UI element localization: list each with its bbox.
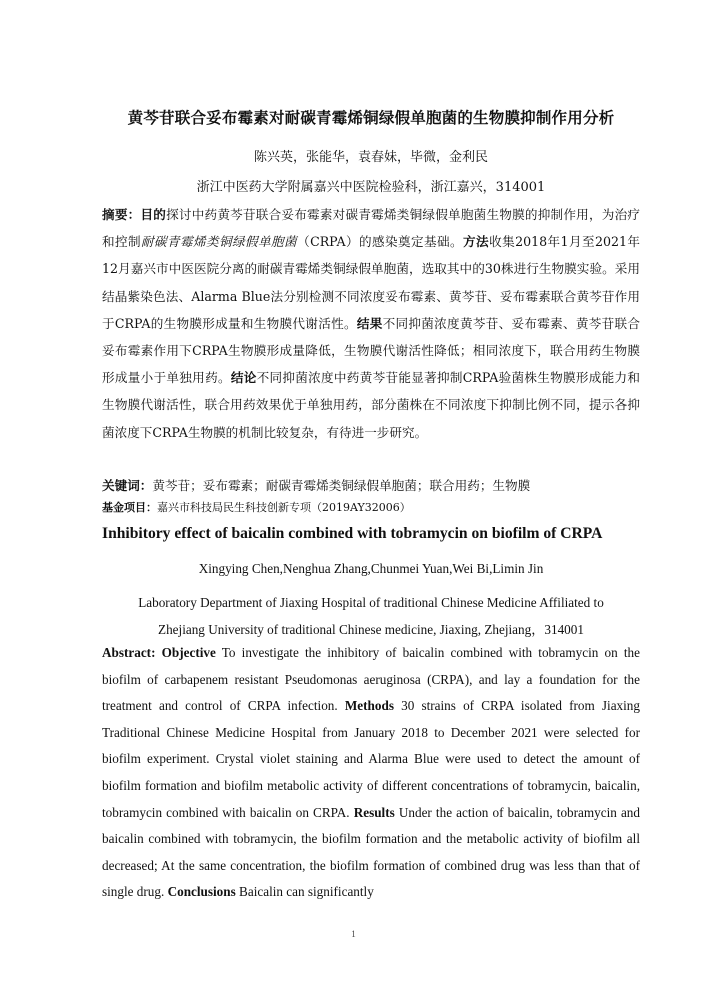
- fund-label: 基金项目：: [102, 501, 157, 514]
- en-conclusions-text: Baicalin can significantly: [239, 884, 374, 900]
- fund-text: 嘉兴市科技局民生科技创新专项（2019AY32006）: [157, 501, 411, 514]
- en-abstract-label: Abstract:: [102, 645, 156, 660]
- abstract-label: 摘要：: [102, 207, 141, 222]
- english-title: Inhibitory effect of baicalin combined with tobramycin on biofilm of CRPA: [102, 525, 603, 542]
- english-authors: Xingying Chen,Nenghua Zhang,Chunmei Yuan,Wei Bi,Limin Jin: [198, 561, 544, 576]
- methods-label: 方法: [463, 234, 490, 250]
- page-number: 1: [351, 929, 356, 939]
- keywords-label: 关键词：: [102, 478, 153, 493]
- english-affiliation: [102, 589, 640, 643]
- chinese-authors: 陈兴英，张能华，袁春妹，毕微，金利民: [253, 150, 488, 165]
- objective-text-end: （CRPA）的感染奠定基础。: [297, 234, 464, 250]
- en-objective-label: Objective: [161, 645, 216, 660]
- objective-italic-term: 耐碳青霉烯类铜绿假单胞菌: [141, 234, 298, 250]
- results-text: 不同抑菌浓度黄芩苷、妥布霉素、黄芩苷联合妥布霉素作用下CRPA生物膜形成量降低，生物膜代谢活性降低；相同浓度下，联合用药生物膜形成量小于单独用药。: [102, 315, 641, 386]
- objective-text: 探讨中药黄芩苷联合妥布霉素对碳青霉烯类铜绿假单胞菌生物膜的抑制作用，为治疗和控制: [102, 207, 641, 250]
- keywords-text: 黄芩苷；妥布霉素；耐碳青霉烯类铜绿假单胞菌；联合用药；生物膜: [152, 478, 531, 493]
- conclusion-label: 结论: [230, 370, 257, 386]
- objective-label: 目的: [140, 207, 167, 222]
- en-objective-text: To investigate the inhibitory of baicalin combined with tobramycin on the biofilm of carbapenem resistant Pseudomonas aeruginosa (CRPA), and lay a foundation for the treatment and control of CRPA infection.: [102, 645, 640, 714]
- funding-note: [102, 498, 640, 518]
- english-affiliation-line2: Zhejiang University of traditional Chinese medicine, Jiaxing, Zhejiang，314001: [158, 622, 584, 637]
- chinese-keywords: [102, 476, 640, 496]
- en-results-label: Results: [353, 804, 395, 820]
- english-affiliation-line1: Laboratory Department of Jiaxing Hospital of traditional Chinese Medicine Affiliated to: [138, 595, 604, 610]
- english-abstract: [102, 640, 640, 906]
- chinese-affiliation: 浙江中医药大学附属嘉兴中医院检验科，浙江嘉兴，314001: [196, 180, 546, 195]
- methods-text: 收集2018年1月至2021年12月嘉兴市中医医院分离的耐碳青霉烯类铜绿假单胞菌，选取其中的30株进行生物膜实验。采用结晶紫染色法、Alarma Blue法分别检测不同浓度妥布霉素、黄芩苷、妥布霉素联合黄芩苷作用于CRPA的生物膜形成量和生物膜代谢活性。: [102, 234, 641, 331]
- en-results-text: Under the action of baicalin, tobramycin and baicalin combined with tobramycin, the biofilm formation and the metabolic activity of biofilm all decreased; At the same concentration, the biofilm formation of combined drug was less than that of single drug.: [102, 804, 640, 900]
- en-methods-text: 30 strains of CRPA isolated from Jiaxing Traditional Chinese Medicine Hospital from January 2018 to December 2021 were selected for biofilm experiment. Crystal violet staining and Alarma Blue were used to detect the amount of biofilm formation and biofilm metabolic activity of different concentrations of tobramycin, baicalin, tobramycin combined with baicalin on CRPA.: [102, 698, 640, 820]
- chinese-title: 黄芩苷联合妥布霉素对耐碳青霉烯铜绿假单胞菌的生物膜抑制作用分析: [127, 108, 615, 127]
- conclusion-text: 不同抑菌浓度中药黄芩苷能显著抑制CRPA验菌株生物膜形成能力和生物膜代谢活性，联合用药效果优于单独用药，部分菌株在不同浓度下抑制比例不同，提示各抑菌浓度下CRPA生物膜的机制比较复杂，有待进一步研究。: [102, 370, 641, 440]
- en-methods-label: Methods: [344, 698, 394, 714]
- en-conclusions-label: Conclusions: [167, 884, 236, 900]
- chinese-abstract: [102, 201, 640, 446]
- results-label: 结果: [356, 315, 383, 331]
